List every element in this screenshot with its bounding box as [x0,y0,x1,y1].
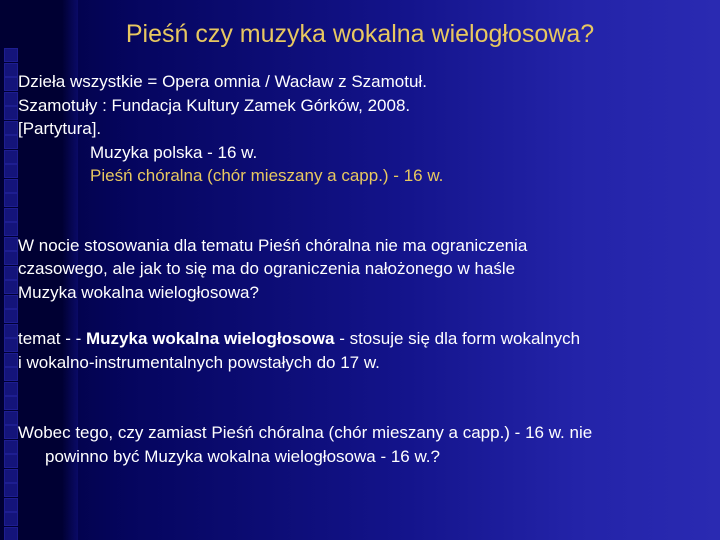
record-line-1: Dzieła wszystkie = Opera omnia / Wacław z Szamotuł. [18,72,427,91]
slide-body [18,70,698,468]
decorative-square [4,425,18,439]
spacer [18,188,698,234]
record-subject-2: Pieśń chóralna (chór mieszany a capp.) - 16 w. [90,166,444,185]
record-subject-1: Muzyka polska - 16 w. [90,142,258,162]
paragraph-1-line-1: W nocie stosowania dla tematu Pieśń chóralna nie ma ograniczenia [18,235,528,255]
decorative-square [4,512,18,526]
decorative-square [4,295,18,309]
paragraph-2-bold-term: Muzyka wokalna wielogłosowa [86,329,335,348]
decorative-square [4,208,18,222]
decorative-square [4,150,18,164]
decorative-square [4,77,18,91]
decorative-square [4,266,18,280]
decorative-square [4,251,18,265]
paragraph-2-prefix: temat - - [18,329,87,348]
decorative-square [4,193,18,207]
decorative-square [4,121,18,135]
decorative-square [4,527,18,540]
paragraph-1-line-3: Muzyka wokalna wielogłosowa? [18,282,259,302]
decorative-square [4,164,18,178]
decorative-square [4,135,18,149]
record-line-3: [Partytura]. [18,119,102,138]
record-line-2: Szamotuły : Fundacja Kultury Zamek Górków, 2008. [18,95,411,115]
paragraph-2-suffix: - stosuje się dla form wokalnych [334,329,581,348]
decorative-square [4,498,18,512]
decorative-square [4,237,18,251]
decorative-square [4,469,18,483]
paragraph-1-line-2: czasowego, ale jak to się ma do ograniczenia nałożonego w haśle [18,259,516,278]
decorative-square [4,280,18,294]
decorative-square [4,324,18,338]
decorative-square [4,106,18,120]
slide-title: Pieśń czy muzyka wokalna wielogłosowa? [125,20,595,48]
decorative-square [4,382,18,396]
decorative-square [4,179,18,193]
spacer [18,304,698,327]
decorative-square [4,367,18,381]
paragraph-3-line-2: powinno być Muzyka wokalna wielogłosowa - 16 w.? [45,446,440,466]
decorative-square [4,353,18,367]
paragraph-3-line-1: Wobec tego, czy zamiast Pieśń chóralna (chór mieszany a capp.) - 16 w. nie [18,423,593,442]
decorative-square [4,483,18,497]
decorative-square [4,48,18,62]
decorative-square [4,63,18,77]
decorative-square [4,309,18,323]
decorative-square [4,222,18,236]
spacer [18,374,698,421]
decorative-square [4,411,18,425]
decorative-square [4,338,18,352]
paragraph-2-line-1 [18,327,698,351]
decorative-square [4,396,18,410]
paragraph-2-line-2: i wokalno-instrumentalnych powstałych do 17 w. [18,352,380,372]
decorative-square [4,440,18,454]
decorative-square [4,454,18,468]
decorative-square [4,92,18,106]
